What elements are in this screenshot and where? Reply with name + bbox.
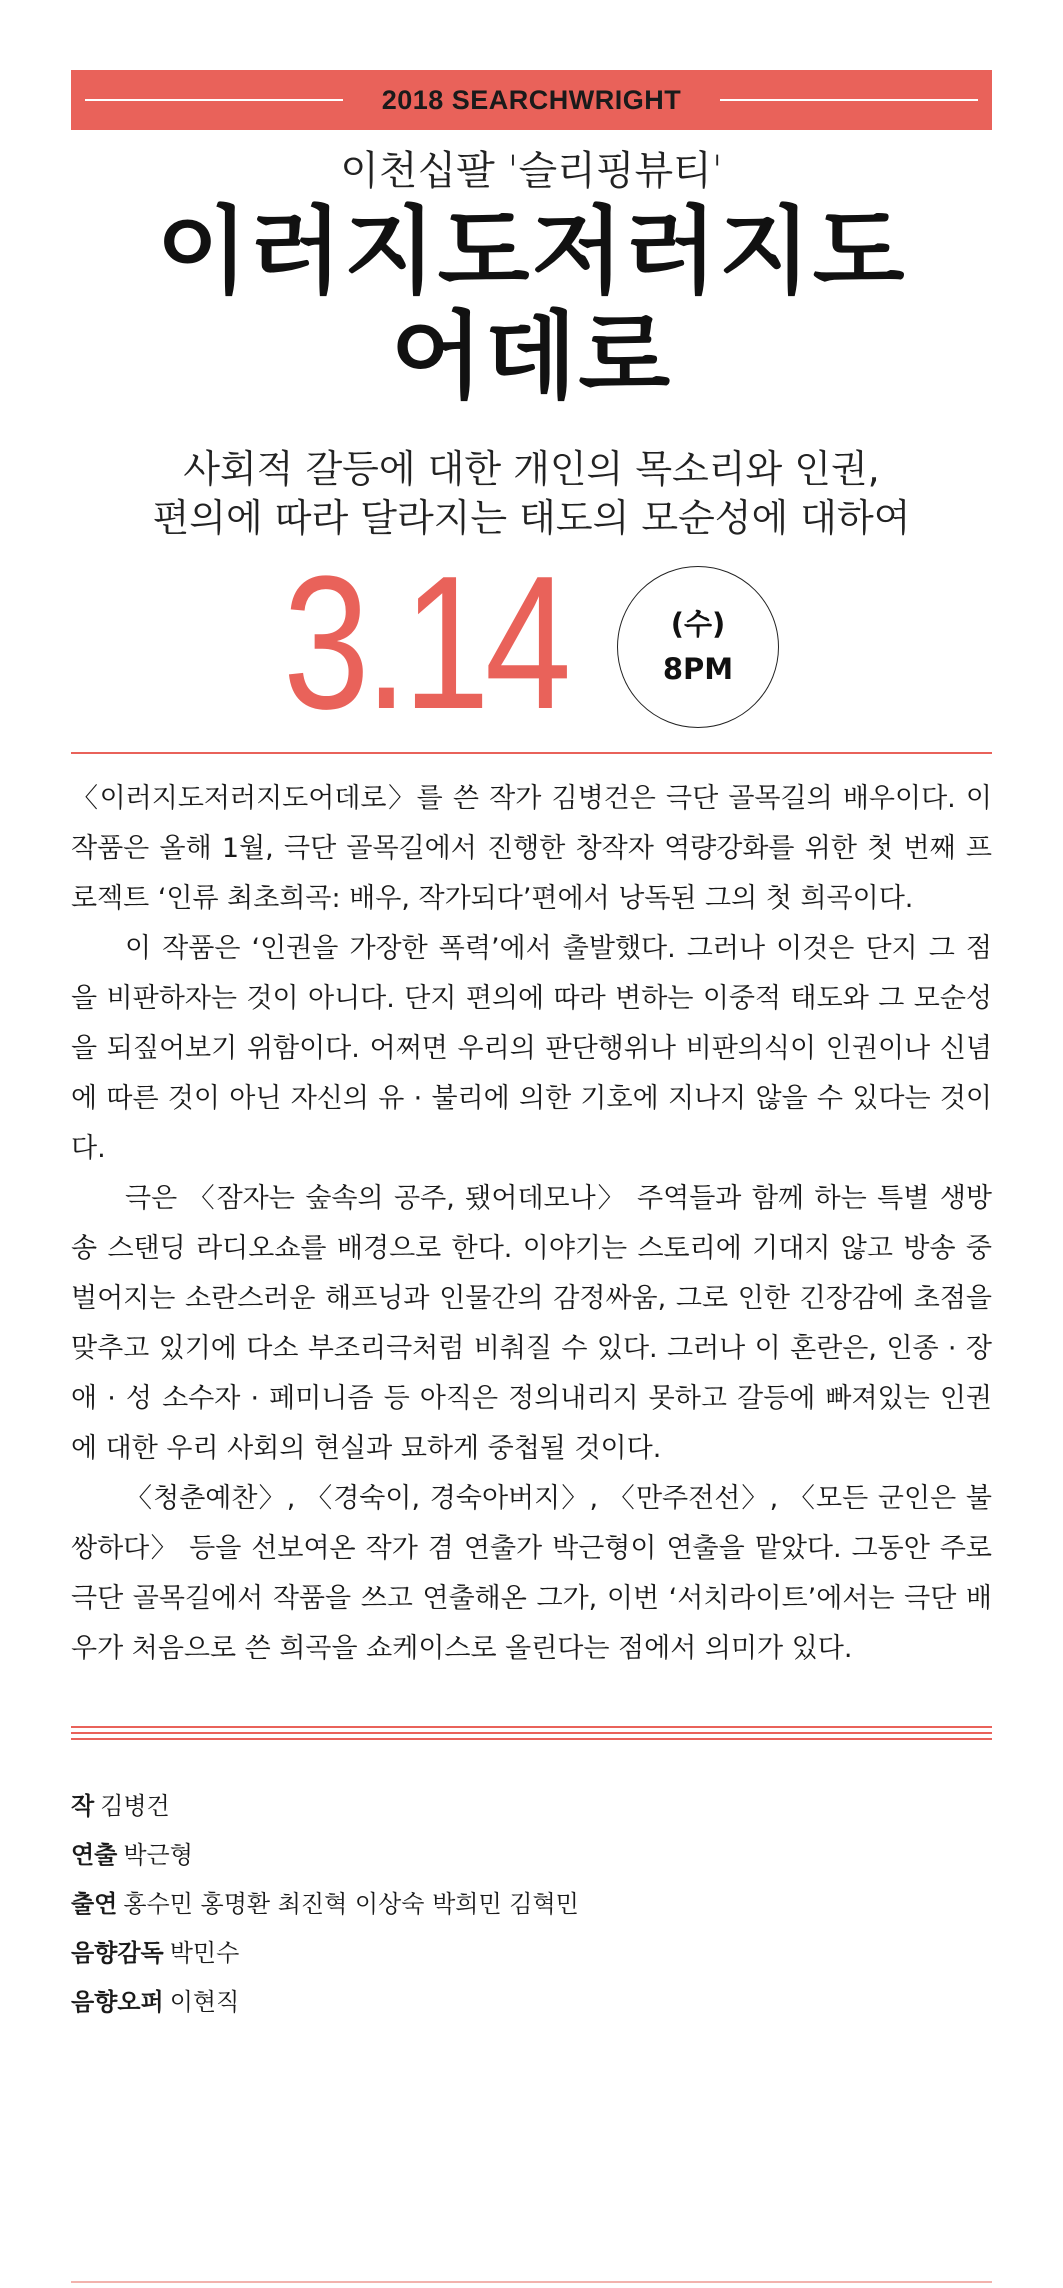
event-time: 8PM — [662, 651, 734, 686]
date-row — [71, 536, 992, 749]
credit-role: 출연 — [71, 1889, 118, 1918]
description-paragraph-3: 극은 〈잠자는 숲속의 공주, 됐어데모나〉 주역들과 함께 하는 특별 생방송 스탠딩 라디오쇼를 배경으로 한다. 이야기는 스토리에 기대지 않고 방송 중 벌어지는 소란스러운 해프닝과 인물간의 감정싸움, 그로 인한 긴장감에 초점을 맞추고 있기에 다소 부조리극처럼 비춰질 수 있다. 그러나 이 혼란은, 인종 · 장애 · 성 소수자 · 페미니즘 등 아직은 정의내리지 못하고 갈등에 빠져있는 인권에 대한 우리 사회의 현실과 묘하게 중첩될 것이다. — [71, 1182, 992, 1464]
divider-line — [71, 1738, 992, 1740]
credit-role: 연출 — [71, 1840, 118, 1869]
credit-names: 홍수민 홍명환 최진혁 이상숙 박희민 김혁민 — [123, 1889, 579, 1918]
series-subtitle: 이천십팔 '슬리핑뷰티' — [340, 148, 723, 194]
play-title-line2: 어데로 — [390, 301, 673, 412]
credits — [71, 1782, 992, 2027]
divider-line — [71, 1726, 992, 1728]
event-date: 3.14 — [283, 536, 567, 749]
credit-role: 음향오퍼 — [71, 1987, 164, 2016]
divider-line — [71, 1732, 992, 1734]
description-paragraph-4: 〈청춘예찬〉, 〈경숙이, 경숙아버지〉, 〈만주전선〉, 〈모든 군인은 불쌍하다〉 등을 선보여온 작가 겸 연출가 박근형이 연출을 맡았다. 그동안 주로 극단 골목길에서 작품을 쓰고 연출해온 그가, 이번 ‘서치라이트’에서는 극단 배우가 처음으로 쓴 희곡을 쇼케이스로 올린다는 점에서 의미가 있다. — [71, 1482, 992, 1664]
credit-names: 박민수 — [169, 1938, 240, 1967]
credit-role: 작 — [71, 1791, 95, 1820]
credit-role: 음향감독 — [71, 1938, 164, 1967]
header-banner — [71, 70, 992, 130]
credit-row — [71, 1831, 992, 1880]
play-title — [71, 197, 992, 412]
description-paragraph-2: 이 작품은 ‘인권을 가장한 폭력’에서 출발했다. 그러나 이것은 단지 그 점을 비판하자는 것이 아니다. 단지 편의에 따라 변하는 이중적 태도와 그 모순성을 되짚어보기 위함이다. 어쩌면 우리의 판단행위나 비판의식이 인권이나 신념에 따른 것이 아닌 자신의 유 · 불리에 의한 기호에 지나지 않을 수 있다는 것이다. — [71, 932, 992, 1164]
day-time-circle — [617, 566, 779, 728]
banner-rule-right — [720, 99, 978, 101]
credit-names: 이현직 — [169, 1987, 240, 2016]
credit-names: 박근형 — [123, 1840, 193, 1869]
description-paragraph-1: 〈이러지도저러지도어데로〉를 쓴 작가 김병건은 극단 골목길의 배우이다. 이 작품은 올해 1월, 극단 골목길에서 진행한 창작자 역량강화를 위한 첫 번째 프로젝트 ‘인류 최초희곡: 배우, 작가되다’편에서 낭독된 그의 첫 희곡이다. — [71, 782, 992, 914]
banner-rule-left — [85, 99, 343, 101]
tagline-line2: 편의에 따라 달라지는 태도의 모순성에 대하여 — [152, 496, 911, 541]
credit-row — [71, 1978, 992, 2027]
tagline-line1: 사회적 갈등에 대한 개인의 목소리와 인권, — [183, 447, 880, 491]
triple-divider — [71, 1726, 992, 1740]
tagline — [71, 445, 992, 544]
credit-names: 김병건 — [100, 1791, 170, 1820]
event-weekday: (수) — [670, 606, 726, 641]
credit-row — [71, 1880, 992, 1929]
credit-row — [71, 1782, 992, 1831]
poster — [71, 70, 992, 2027]
divider-rule — [71, 752, 992, 754]
credit-row — [71, 1929, 992, 1978]
description — [71, 774, 992, 1674]
play-title-line1: 이러지도저러지도 — [156, 197, 907, 307]
banner-text: 2018 SEARCHWRIGHT — [381, 84, 682, 115]
bottom-rule — [71, 2281, 992, 2283]
